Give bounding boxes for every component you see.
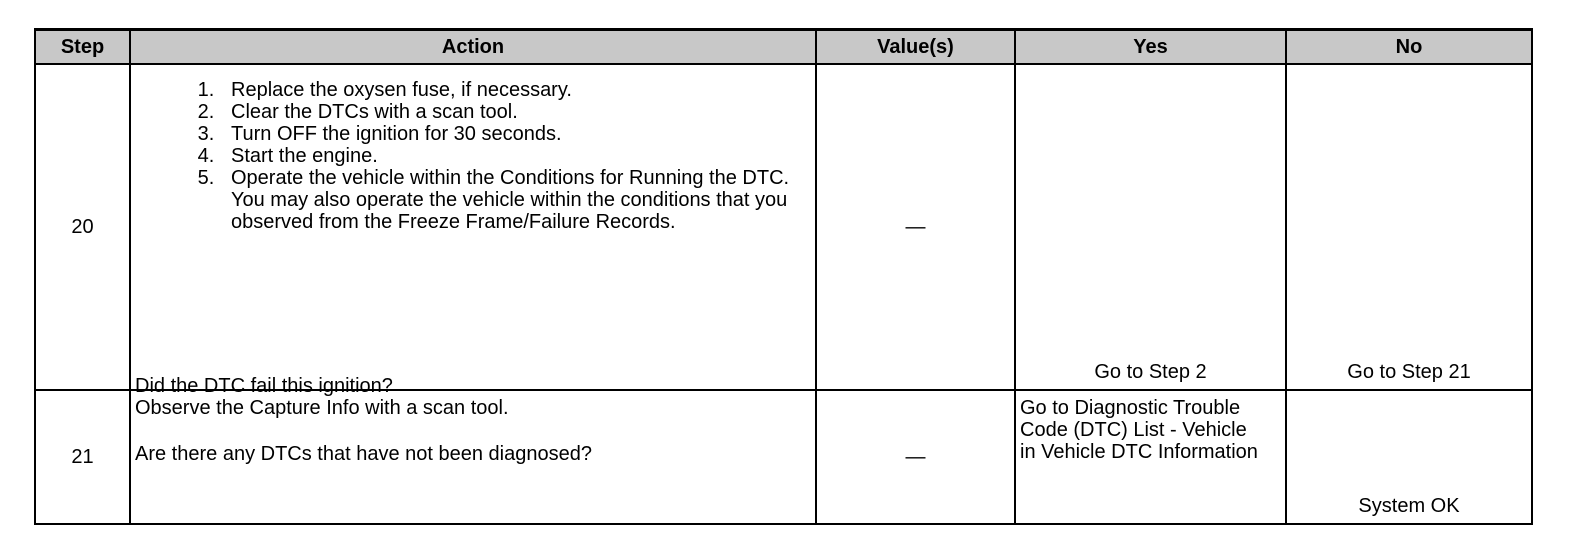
action-step: 4. Start the engine. (231, 145, 815, 167)
yes-result: Go to Step 2 (1094, 361, 1207, 383)
header-no: No (1286, 30, 1532, 65)
table-header-row (35, 30, 1532, 65)
action-question: Are there any DTCs that have not been diagnosed? (135, 443, 592, 465)
yes-cell (1015, 390, 1286, 524)
action-question: Did the DTC fail this ignition? (135, 375, 393, 397)
action-step: 3. Turn OFF the ignition for 30 seconds. (231, 123, 815, 145)
action-step: 5. Operate the vehicle within the Conditions for Running the DTC. You may also operate the vehicle within the conditions that you observed from the Freeze Frame/Failure Records. (231, 167, 815, 233)
action-step: 2. Clear the DTCs with a scan tool. (231, 101, 815, 123)
action-step: 1. Replace the oxysen fuse, if necessary. (231, 79, 815, 101)
value-cell: — (816, 64, 1015, 390)
step-number: 21 (35, 390, 130, 524)
no-cell (1286, 390, 1532, 524)
action-cell (130, 64, 816, 397)
header-values: Value(s) (816, 30, 1015, 65)
no-result: Go to Step 21 (1347, 361, 1471, 383)
header-action: Action (130, 30, 816, 65)
header-step: Step (35, 30, 130, 65)
yes-result: Go to Diagnostic Trouble Code (DTC) List - Vehicle in Vehicle DTC Information (1020, 397, 1258, 463)
step-number: 20 (35, 64, 130, 390)
header-yes: Yes (1015, 30, 1286, 65)
value-cell: — (816, 390, 1015, 524)
yes-cell (1015, 64, 1286, 390)
table-row (35, 390, 1532, 524)
table-row (35, 64, 1532, 390)
no-cell (1286, 64, 1532, 390)
action-cell (130, 390, 816, 524)
diagnostic-table (34, 28, 1533, 525)
action-steps-list (135, 79, 815, 233)
no-result: System OK (1358, 495, 1460, 517)
action-instruction: Observe the Capture Info with a scan tool. (135, 397, 509, 419)
